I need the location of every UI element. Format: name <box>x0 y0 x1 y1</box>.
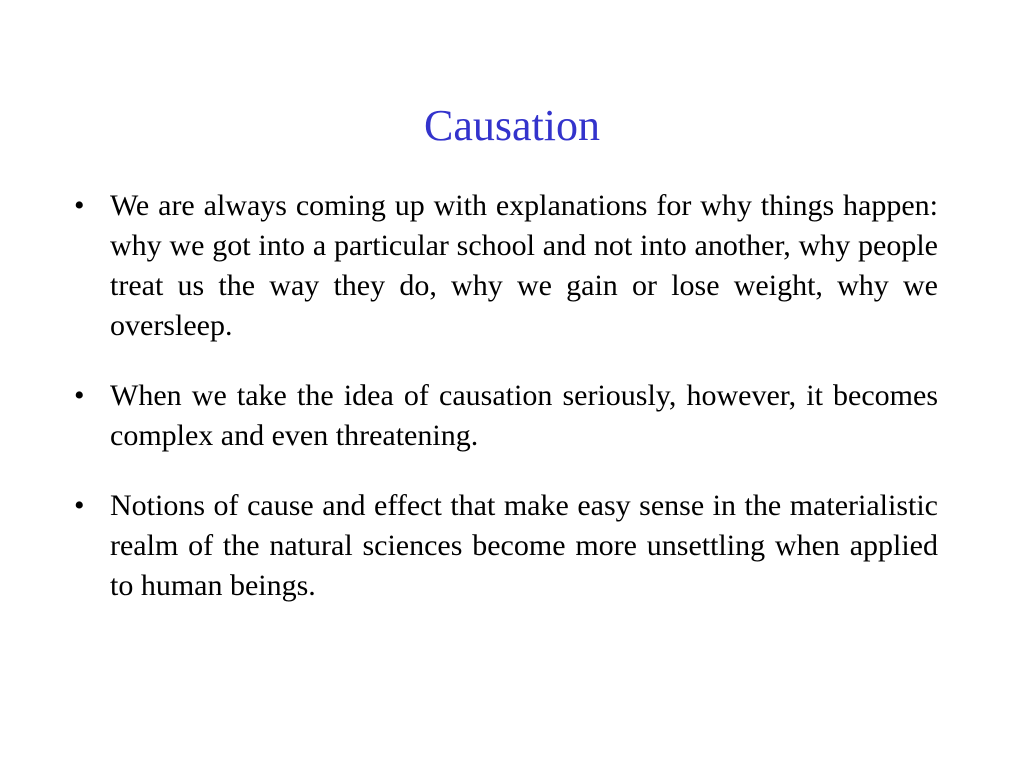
bullet-marker: • <box>74 189 85 222</box>
bullet-text: Notions of cause and effect that make easy sense in the materialistic realm of the natural sciences become more unsettling when applied to human beings. <box>110 489 938 602</box>
bullet-item <box>74 186 938 346</box>
slide-title: Causation <box>424 101 600 150</box>
bullet-list <box>74 186 938 636</box>
bullet-item <box>74 376 938 456</box>
bullet-marker: • <box>74 489 85 522</box>
bullet-marker: • <box>74 379 85 412</box>
bullet-text: We are always coming up with explanations for why things happen: why we got into a particular school and not into another, why people treat us the way they do, why we gain or lose weight, why we oversleep. <box>110 189 938 342</box>
bullet-item <box>74 486 938 606</box>
bullet-text: When we take the idea of causation seriously, however, it becomes complex and even threatening. <box>110 379 938 452</box>
